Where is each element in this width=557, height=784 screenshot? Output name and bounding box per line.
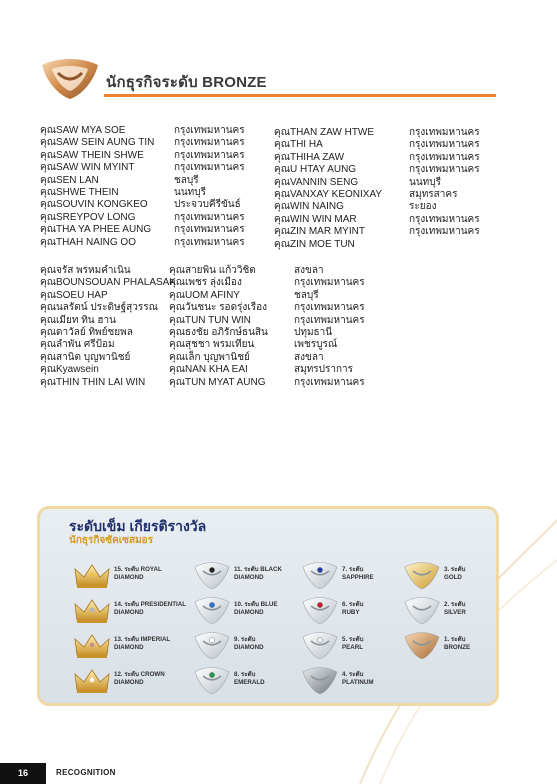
member-name: คุณBOUNSOUAN PHALASAK <box>40 277 177 289</box>
member-name: คุณเพชร ลุ่งเมือง <box>169 277 242 289</box>
member-name: คุณสายพิน แก้ววิชิต <box>169 265 256 276</box>
pin-level-number: 10. ระดับ BLUE <box>234 601 278 608</box>
page-title: นักธุรกิจระดับ BRONZE <box>106 74 267 91</box>
member-province: ชลบุรี <box>294 289 319 301</box>
member-province: ปทุมธานี <box>294 327 333 339</box>
pin-level-number: 3. ระดับ <box>444 566 466 573</box>
pin-level-label <box>114 601 186 616</box>
list1-left-provinces <box>174 125 245 249</box>
pin-level-name: DIAMOND <box>234 643 264 651</box>
member-province: เพชรบูรณ์ <box>294 339 338 351</box>
list2-provinces <box>294 265 365 389</box>
member-name: คุณSAW WIN MYINT <box>40 162 135 174</box>
pin-level-number: 1. ระดับ <box>444 636 466 643</box>
pin-level-label <box>444 636 470 651</box>
member-name: คุณเล็ก บุญพานิชย์ <box>169 351 250 363</box>
member-name: คุณTHAH NAING OO <box>40 236 136 248</box>
pin-level-number: 6. ระดับ <box>342 601 364 608</box>
panel-title: ระดับเข็ม เกียรติรางวัล <box>69 518 207 534</box>
list1-left-names <box>40 125 154 249</box>
pin-level-number: 7. ระดับ <box>342 566 364 573</box>
member-province: กรุงเทพมหานคร <box>409 151 480 163</box>
member-province: กรุงเทพมหานคร <box>174 125 245 136</box>
member-province: กรุงเทพมหานคร <box>409 127 480 138</box>
member-name: คุณTUN TUN WIN <box>169 314 251 326</box>
pin-level-label <box>342 636 363 651</box>
diamond-pin-icon <box>192 596 232 626</box>
gold-pin-icon <box>402 561 442 591</box>
member-province: กรุงเทพมหานคร <box>294 302 365 314</box>
pin-level-item <box>402 596 499 626</box>
pin-level-item <box>72 596 187 626</box>
member-name: คุณSOUVIN KONGKEO <box>40 199 148 211</box>
member-name: คุณZIN MAR MYINT <box>274 226 365 238</box>
member-name: คุณZIN MOE TUN <box>274 238 355 250</box>
member-name: คุณสุชชา พรมเทียน <box>169 339 255 351</box>
silver-pin-icon <box>402 596 442 626</box>
member-province: กรุงเทพมหานคร <box>174 137 245 149</box>
member-name: คุณจรัส พรหมคำเนิน <box>40 265 131 276</box>
member-name: คุณTHAN ZAW HTWE <box>274 127 375 138</box>
member-name: คุณSHWE THEIN <box>40 187 119 199</box>
pin-level-number: 2. ระดับ <box>444 601 466 608</box>
pin-level-name: BRONZE <box>444 643 471 651</box>
member-province: กรุงเทพมหานคร <box>174 162 245 174</box>
pin-level-name: DIAMOND <box>114 643 144 651</box>
member-name: คุณWIN NAING <box>274 201 344 213</box>
list1-right-provinces <box>409 127 480 251</box>
member-province: กรุงเทพมหานคร <box>174 149 245 161</box>
member-name: คุณVANXAY KEONIXAY <box>274 189 383 201</box>
pin-level-number: 14. ระดับ PRESIDENTIAL <box>114 601 187 608</box>
pin-levels-panel <box>37 506 499 706</box>
member-name: คุณธงชัย อภิรักษ์ธนสิน <box>169 327 268 339</box>
member-province: กรุงเทพมหานคร <box>174 211 245 223</box>
pin-level-label <box>342 671 374 686</box>
member-province: กรุงเทพมหานคร <box>294 277 365 289</box>
pin-level-item <box>300 596 410 626</box>
member-name: คุณเมียท ทิน ฮาน <box>40 314 116 326</box>
platinum-pin-icon <box>300 666 340 696</box>
pin-level-number: 9. ระดับ <box>234 636 256 643</box>
pin-level-label <box>234 601 277 616</box>
member-name: คุณลำพัน ศรีป้อม <box>40 339 115 351</box>
list1-right-names <box>274 127 382 251</box>
pin-level-item <box>402 561 499 591</box>
pin-level-label <box>114 636 170 651</box>
member-province: สมุทรสาคร <box>409 189 458 201</box>
pin-level-label <box>444 566 465 581</box>
member-province: นนทบุรี <box>409 176 441 188</box>
member-province: ชลบุรี <box>174 174 199 186</box>
member-province: กรุงเทพมหานคร <box>174 236 245 248</box>
pin-level-label <box>234 636 264 651</box>
list2-names-col2 <box>169 265 268 389</box>
pin-level-item <box>192 596 302 626</box>
member-name: คุณTHIN THIN LAI WIN <box>40 376 146 388</box>
member-name: คุณนลรัตน์ ประดิษฐ์สุวรรณ <box>40 302 158 314</box>
pin-level-name: PLATINUM <box>342 678 374 686</box>
pin-level-number: 5. ระดับ <box>342 636 364 643</box>
member-name: คุณSAW SEIN AUNG TIN <box>40 137 155 149</box>
diamond-pin-icon <box>300 561 340 591</box>
diamond-pin-icon <box>192 561 232 591</box>
member-province: กรุงเทพมหานคร <box>294 314 365 326</box>
member-province: ประจวบคีรีขันธ์ <box>174 199 241 211</box>
member-province: กรุงเทพมหานคร <box>409 226 480 238</box>
member-province: กรุงเทพมหานคร <box>409 164 480 176</box>
member-name: คุณวันชนะ รอดรุ่งเรือง <box>169 302 267 314</box>
pin-level-name: RUBY <box>342 608 360 616</box>
member-name: คุณสานิต บุญพานิชย์ <box>40 351 131 363</box>
pin-level-label <box>114 566 162 581</box>
pin-level-name: SILVER <box>444 608 466 616</box>
diamond-pin-icon <box>300 631 340 661</box>
member-province: สงขลา <box>294 265 324 276</box>
member-name: คุณVANNIN SENG <box>274 176 359 188</box>
member-name: คุณU HTAY AUNG <box>274 164 357 176</box>
pin-level-name: DIAMOND <box>114 608 144 616</box>
pin-level-label <box>234 671 265 686</box>
pin-level-number: 13. ระดับ IMPERIAL <box>114 636 171 643</box>
member-province: กรุงเทพมหานคร <box>409 213 480 225</box>
page-number: 16 <box>17 768 28 778</box>
imperial-crown-icon <box>72 631 112 661</box>
pin-level-label <box>444 601 466 616</box>
member-province: สมุทรปราการ <box>294 364 354 376</box>
member-name: คุณSAW THEIN SHWE <box>40 149 144 161</box>
presidential-crown-icon <box>72 596 112 626</box>
pin-level-number: 8. ระดับ <box>234 671 256 678</box>
pin-level-item <box>72 666 182 696</box>
pin-level-label <box>114 671 165 686</box>
member-name: คุณUOM AFINY <box>169 289 240 301</box>
member-name: คุณSOEU HAP <box>40 289 108 301</box>
pin-level-item <box>72 631 182 661</box>
member-province: กรุงเทพมหานคร <box>174 224 245 236</box>
footer-label: RECOGNITION <box>56 768 116 777</box>
member-name: คุณNAN KHA EAI <box>169 364 248 376</box>
member-province: กรุงเทพมหานคร <box>294 376 365 388</box>
member-province: นนทบุรี <box>174 187 206 199</box>
pin-level-label <box>234 566 282 581</box>
member-name: คุณSEN LAN <box>40 174 99 186</box>
member-name: คุณWIN WIN MAR <box>274 213 357 225</box>
pin-level-name: GOLD <box>444 573 462 581</box>
panel-subtitle: นักธุรกิจซัคเซสมอร <box>69 535 154 546</box>
pin-level-item <box>402 631 499 661</box>
member-name: คุณKyawsein <box>40 364 99 376</box>
pin-level-name: DIAMOND <box>234 573 264 581</box>
royal-crown-icon <box>72 561 112 591</box>
member-name: คุณดาวัลย์ ทิพย์ชยพล <box>40 327 133 339</box>
pin-level-number: 11. ระดับ BLACK <box>234 566 282 573</box>
pin-level-name: PEARL <box>342 643 363 651</box>
member-name: คุณTHI HA <box>274 139 323 151</box>
list2-names-col1 <box>40 265 176 389</box>
pin-level-name: EMERALD <box>234 678 265 686</box>
bronze-pin-icon <box>402 631 442 661</box>
member-province: สงขลา <box>294 351 324 363</box>
member-province: ระยอง <box>409 201 437 213</box>
pin-level-label <box>342 566 374 581</box>
member-name: คุณTHIHA ZAW <box>274 151 345 163</box>
pin-level-name: DIAMOND <box>114 678 144 686</box>
title-underline <box>104 94 496 97</box>
pin-level-item <box>300 561 410 591</box>
pin-level-item <box>192 631 302 661</box>
pin-level-item <box>300 631 410 661</box>
bronze-badge-icon <box>38 55 102 101</box>
pin-level-number: 4. ระดับ <box>342 671 364 678</box>
member-province: กรุงเทพมหานคร <box>409 139 480 151</box>
diamond-pin-icon <box>192 666 232 696</box>
crown-icon <box>72 666 112 696</box>
pin-level-label <box>342 601 363 616</box>
pin-level-item <box>192 561 302 591</box>
pin-level-item <box>300 666 410 696</box>
pin-level-name: DIAMOND <box>234 608 264 616</box>
member-province <box>409 239 480 251</box>
pin-level-number: 12. ระดับ CROWN <box>114 671 165 678</box>
pin-level-name: SAPPHIRE <box>342 573 374 581</box>
member-name: คุณTUN MYAT AUNG <box>169 376 266 388</box>
member-name: คุณSAW MYA SOE <box>40 125 126 136</box>
pin-level-item <box>192 666 302 696</box>
pin-level-item <box>72 561 182 591</box>
diamond-pin-icon <box>192 631 232 661</box>
pin-level-number: 15. ระดับ ROYAL <box>114 566 162 573</box>
member-name: คุณSREYPOV LONG <box>40 211 136 223</box>
pin-level-name: DIAMOND <box>114 573 144 581</box>
diamond-pin-icon <box>300 596 340 626</box>
member-name: คุณTHA YA PHEE AUNG <box>40 224 152 236</box>
